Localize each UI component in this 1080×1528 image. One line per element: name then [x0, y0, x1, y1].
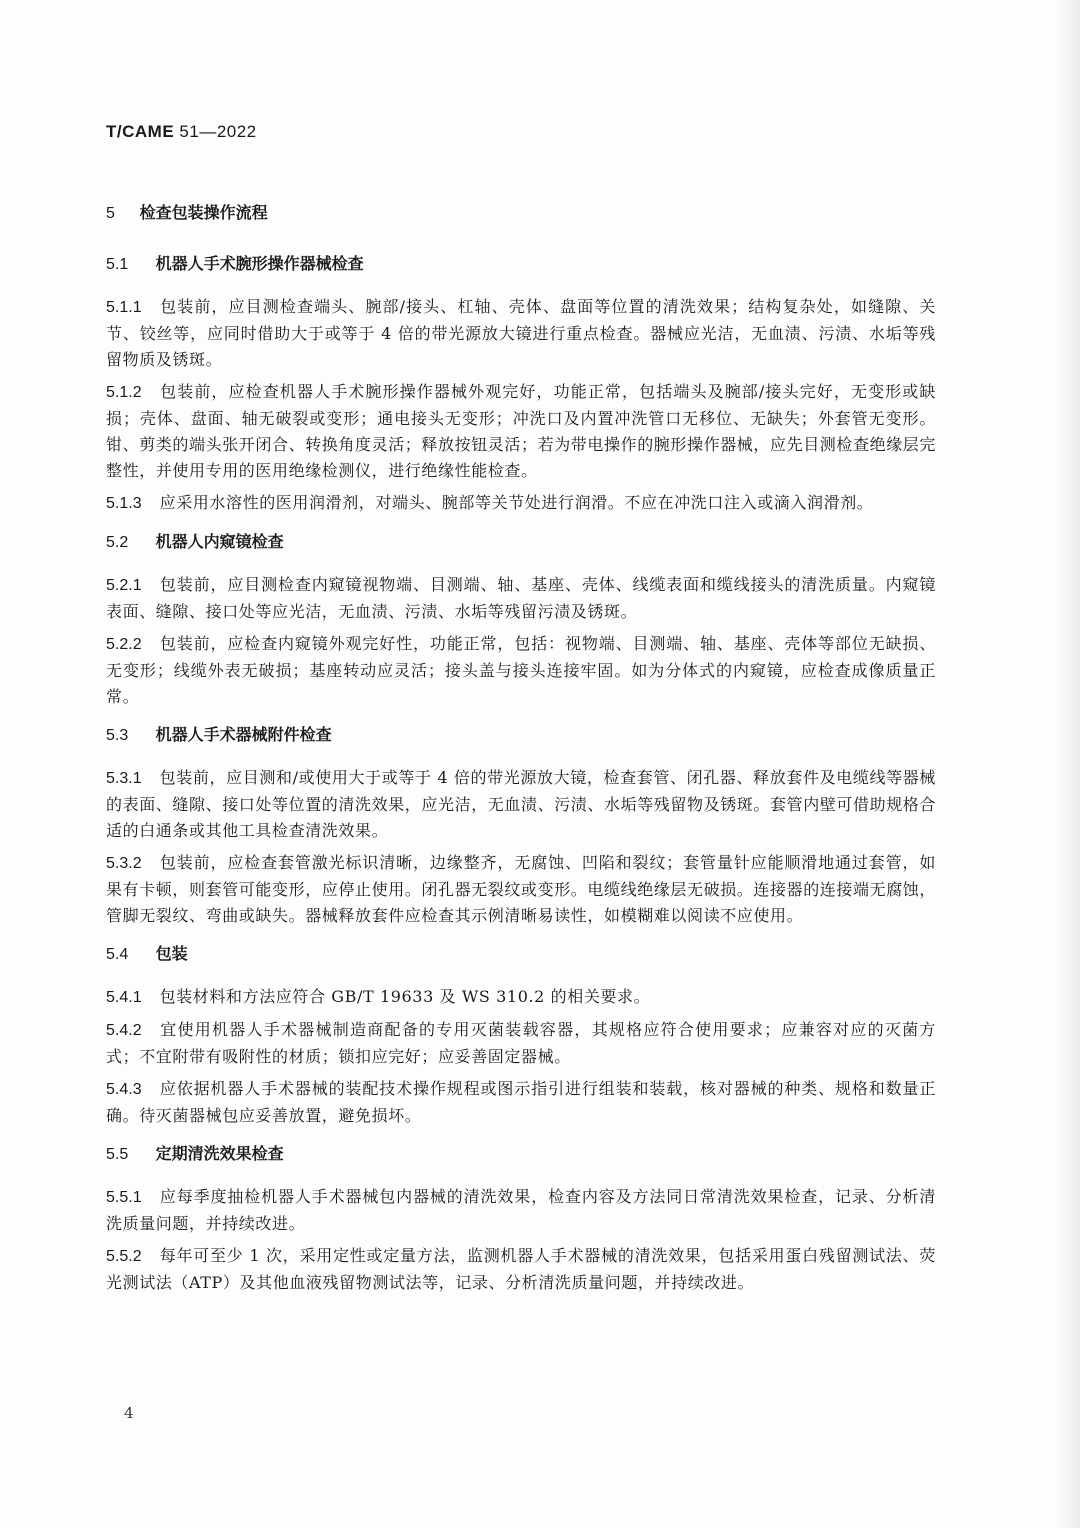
clause-text: 应采用水溶性的医用润滑剂，对端头、腕部等关节处进行润滑。不应在冲洗口注入或滴入润滑剂。 [159, 493, 874, 512]
clause-5-5-1 [106, 1184, 936, 1237]
clause-5-4-2 [106, 1017, 936, 1070]
subsection-heading-5-5 [106, 1141, 936, 1168]
clause-text: 每年可至少 1 次，采用定性或定量方法，监测机器人手术器械的清洗效果，包括采用蛋白残留测试法、荧光测试法（ATP）及其他血液残留物测试法等，记录、分析清洗质量问题，并持续改进。 [106, 1246, 936, 1292]
subsection-heading-5-4 [106, 941, 936, 968]
subsection-title: 包装 [155, 944, 188, 963]
subsection-title: 定期清洗效果检查 [155, 1144, 284, 1163]
subsection-heading-5-3 [106, 722, 936, 749]
subsection-title: 机器人手术腕形操作器械检查 [155, 254, 364, 273]
clause-number: 5.4.2 [106, 1022, 142, 1039]
standard-code-header [106, 122, 257, 142]
subsection-title: 机器人手术器械附件检查 [155, 725, 332, 744]
clause-text: 包装前，应检查机器人手术腕形操作器械外观完好，功能正常，包括端头及腕部/接头完好，无变形或缺损；壳体、盘面、轴无破裂或变形；通电接头无变形；冲洗口及内置冲洗管口无移位、无缺失；外套管无变形。钳、剪类的端头张开闭合、转换角度灵活；释放按钮灵活；若为带电操作的腕形操作器械，应先目测检查绝缘层完整性，并使用专用的医用绝缘检测仪，进行绝缘性能检查。 [106, 382, 937, 480]
subsection-number: 5.5 [106, 1146, 129, 1163]
document-body [106, 200, 936, 1302]
section-title: 检查包装操作流程 [139, 203, 268, 222]
clause-number: 5.3.2 [106, 855, 142, 872]
clause-5-3-2 [106, 850, 936, 929]
clause-5-1-3 [106, 490, 936, 517]
page-edge-shadow [1056, 0, 1080, 1528]
subsection-title: 机器人内窥镜检查 [155, 532, 284, 551]
subsection-number: 5.3 [106, 727, 129, 744]
subsection-number: 5.2 [106, 534, 129, 551]
standard-code-prefix: T/CAME [106, 122, 175, 141]
clause-number: 5.1.1 [106, 299, 142, 316]
clause-text: 宜使用机器人手术器械制造商配备的专用灭菌装载容器，其规格应符合使用要求；应兼容对应的灭菌方式；不宜附带有吸附性的材质；锁扣应完好；应妥善固定器械。 [106, 1020, 936, 1066]
clause-5-5-2 [106, 1243, 936, 1296]
clause-text: 包装前，应目测检查内窥镜视物端、目测端、轴、基座、壳体、线缆表面和缆线接头的清洗质量。内窥镜表面、缝隙、接口处等应光洁，无血渍、污渍、水垢等残留污渍及锈斑。 [106, 575, 936, 621]
clause-number: 5.1.3 [106, 495, 142, 512]
clause-5-1-2 [106, 379, 936, 484]
subsection-number: 5.4 [106, 946, 129, 963]
subsection-number: 5.1 [106, 256, 129, 273]
clause-5-2-2 [106, 631, 936, 710]
clause-number: 5.4.1 [106, 989, 142, 1006]
clause-number: 5.1.2 [106, 384, 142, 401]
standard-code-number: 51—2022 [179, 122, 257, 141]
clause-number: 5.3.1 [106, 770, 142, 787]
subsection-heading-5-1 [106, 251, 936, 278]
clause-number: 5.2.1 [106, 577, 142, 594]
clause-text: 应依据机器人手术器械的装配技术操作规程或图示指引进行组装和装载，核对器械的种类、规格和数量正确。待灭菌器械包应妥善放置，避免损坏。 [106, 1079, 936, 1125]
clause-text: 包装前，应目测和/或使用大于或等于 4 倍的带光源放大镜，检查套管、闭孔器、释放套件及电缆线等器械的表面、缝隙、接口处等位置的清洗效果，应光洁，无血渍、污渍、水垢等残留物及锈斑。套管内壁可借助规格合适的白通条或其他工具检查清洗效果。 [106, 768, 937, 840]
clause-5-2-1 [106, 572, 936, 625]
clause-5-4-1 [106, 984, 936, 1011]
page-number: 4 [124, 1404, 134, 1422]
clause-number: 5.4.3 [106, 1081, 142, 1098]
clause-number: 5.2.2 [106, 636, 142, 653]
clause-number: 5.5.2 [106, 1248, 142, 1265]
clause-text: 应每季度抽检机器人手术器械包内器械的清洗效果，检查内容及方法同日常清洗效果检查，记录、分析清洗质量问题，并持续改进。 [106, 1187, 936, 1233]
clause-number: 5.5.1 [106, 1189, 142, 1206]
clause-text: 包装前，应目测检查端头、腕部/接头、杠轴、壳体、盘面等位置的清洗效果；结构复杂处，如缝隙、关节、铰丝等，应同时借助大于或等于 4 倍的带光源放大镜进行重点检查。器械应光洁，无血渍、污渍、水垢等残留物质及锈斑。 [106, 297, 936, 369]
subsection-heading-5-2 [106, 529, 936, 556]
section-heading-5 [106, 200, 936, 227]
clause-text: 包装前，应检查内窥镜外观完好性，功能正常，包括：视物端、目测端、轴、基座、壳体等部位无缺损、无变形；线缆外表无破损；基座转动应灵活；接头盖与接头连接牢固。如为分体式的内窥镜，应检查成像质量正常。 [106, 634, 936, 706]
clause-text: 包装前，应检查套管激光标识清晰，边缘整齐，无腐蚀、凹陷和裂纹；套管量针应能顺滑地通过套管，如果有卡顿，则套管可能变形，应停止使用。闭孔器无裂纹或变形。电缆线绝缘层无破损。连接器的连接端无腐蚀，管脚无裂纹、弯曲或缺失。器械释放套件应检查其示例清晰易读性，如模糊难以阅读不应使用。 [106, 853, 937, 925]
clause-text: 包装材料和方法应符合 GB/T 19633 及 WS 310.2 的相关要求。 [159, 987, 651, 1006]
clause-5-4-3 [106, 1076, 936, 1129]
clause-5-3-1 [106, 765, 936, 844]
clause-5-1-1 [106, 294, 936, 373]
section-number: 5 [106, 205, 115, 222]
